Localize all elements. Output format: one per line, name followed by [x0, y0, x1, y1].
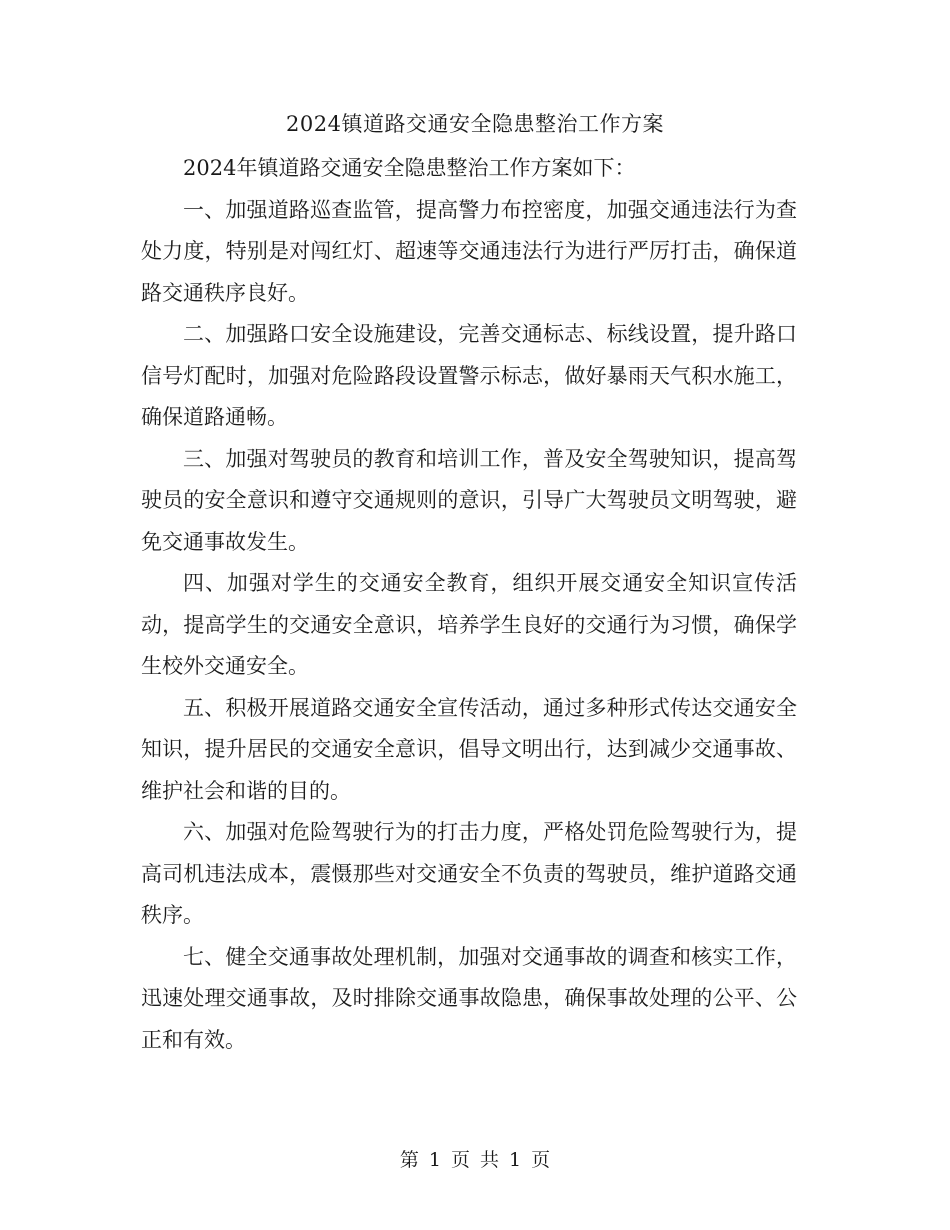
paragraph-item-4: 四、加强对学生的交通安全教育，组织开展交通安全知识宣传活动，提高学生的交通安全意识，培养学生良好的交通行为习惯，确保学生校外交通安全。 [141, 571, 797, 678]
paragraph-item-1: 一、加强道路巡查监管，提高警力布控密度，加强交通违法行为查处力度，特别是对闯红灯、超速等交通违法行为进行严厉打击，确保道路交通秩序良好。 [141, 197, 797, 305]
paragraph-item-7: 七、健全交通事故处理机制，加强对交通事故的调查和核实工作，迅速处理交通事故，及时排除交通事故隐患，确保事故处理的公平、公正和有效。 [141, 944, 797, 1052]
document-title: 2024镇道路交通安全隐患整治工作方案 [286, 112, 664, 136]
paragraph-item-5: 五、积极开展道路交通安全宣传活动，通过多种形式传达交通安全知识，提升居民的交通安全意识，倡导文明出行，达到减少交通事故、维护社会和谐的目的。 [141, 695, 797, 803]
paragraph-item-2: 二、加强路口安全设施建设，完善交通标志、标线设置，提升路口信号灯配时，加强对危险路段设置警示标志，做好暴雨天气积水施工，确保道路通畅。 [141, 322, 797, 429]
paragraph-intro: 2024年镇道路交通安全隐患整治工作方案如下： [183, 156, 636, 180]
paragraph-item-6: 六、加强对危险驾驶行为的打击力度，严格处罚危险驾驶行为，提高司机违法成本，震慑那些对交通安全不负责的驾驶员，维护道路交通秩序。 [141, 820, 797, 927]
document-body [141, 148, 797, 1061]
paragraph-item-3: 三、加强对驾驶员的教育和培训工作，普及安全驾驶知识，提高驾驶员的安全意识和遵守交通规则的意识，引导广大驾驶员文明驾驶，避免交通事故发生。 [141, 446, 797, 554]
page-number-footer: 第 1 页 共 1 页 [399, 1149, 551, 1171]
